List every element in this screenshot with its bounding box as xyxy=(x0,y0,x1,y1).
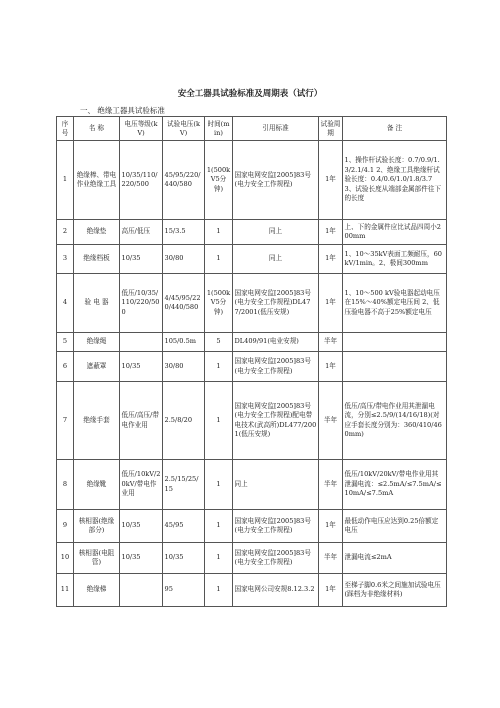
cell-period: 半年 xyxy=(319,333,343,352)
cell-time: 1 xyxy=(205,460,233,510)
cell-level: 10/35 xyxy=(120,510,163,543)
cell-voltage: 4/45/95/220/440/580 xyxy=(163,274,205,333)
cell-note: 泄漏电流≤2mA xyxy=(343,543,447,574)
cell-level xyxy=(120,333,163,352)
header-standard: 引用标准 xyxy=(233,117,319,141)
cell-standard: 同上 xyxy=(233,245,319,274)
cell-standard: 国家电网安监[2005]83号(电力安全工作规程)DL477/2001(低压安规) xyxy=(233,274,319,333)
cell-no: 5 xyxy=(57,333,74,352)
cell-name: 核相器(绝缘部分) xyxy=(74,510,120,543)
cell-standard: 国家电网安监[2005]83号(电力安全工作规程) xyxy=(233,510,319,543)
cell-time: 1(500kV5分钟) xyxy=(205,274,233,333)
cell-note: 低压/高压/带电作业用其泄漏电流，分别≤2.5/9/(14/16/18)(对应手套长度分别为：360/410/460mm) xyxy=(343,382,447,460)
cell-time: 1 xyxy=(205,510,233,543)
cell-period: 半年 xyxy=(319,382,343,460)
table-row xyxy=(57,245,447,274)
cell-level: 10/35/110/220/500 xyxy=(120,141,163,220)
header-voltage: 试验电压(kV) xyxy=(163,117,205,141)
header-level: 电压等级(kV) xyxy=(120,117,163,141)
header-period: 试验周期 xyxy=(319,117,343,141)
cell-time: 1 xyxy=(205,220,233,245)
header-name: 名 称 xyxy=(74,117,120,141)
cell-note: 最低动作电压应达到0.25倍额定电压 xyxy=(343,510,447,543)
cell-note: 1、10～500 kV验电器起动电压在15%～40%额定电压间 2、低压验电器不高于25%额定电压 xyxy=(343,274,447,333)
cell-period: 1年 xyxy=(319,274,343,333)
cell-level xyxy=(120,574,163,607)
table-row xyxy=(57,141,447,220)
cell-period: 1年 xyxy=(319,510,343,543)
cell-standard: 同上 xyxy=(233,460,319,510)
cell-voltage: 2.5/15/25/15 xyxy=(163,460,205,510)
cell-level: 10/35 xyxy=(120,352,163,382)
cell-note: 上、下的金属件应比试品四周小200mm xyxy=(343,220,447,245)
cell-name: 绝缘梯 xyxy=(74,574,120,607)
cell-period: 1年 xyxy=(319,141,343,220)
cell-time: 5 xyxy=(205,333,233,352)
cell-voltage: 30/80 xyxy=(163,352,205,382)
table-row xyxy=(57,510,447,543)
standards-table xyxy=(56,116,447,607)
header-note: 备 注 xyxy=(343,117,447,141)
cell-note xyxy=(343,352,447,382)
header-no: 序号 xyxy=(57,117,74,141)
table-row xyxy=(57,460,447,510)
cell-name: 绝缘棒、带电作业绝缘工具 xyxy=(74,141,120,220)
cell-time: 1 xyxy=(205,543,233,574)
cell-no: 6 xyxy=(57,352,74,382)
cell-no: 10 xyxy=(57,543,74,574)
cell-standard: 国家电网公司安规8.12.3.2 xyxy=(233,574,319,607)
section-heading: 一、 绝缘工器具试验标准 xyxy=(80,106,165,115)
cell-no: 7 xyxy=(57,382,74,460)
cell-note: 至梯子脚0.6米之间施加试验电压(踩档为非绝缘材料) xyxy=(343,574,447,607)
cell-period: 1年 xyxy=(319,352,343,382)
cell-name: 验 电 器 xyxy=(74,274,120,333)
header-row xyxy=(57,117,447,141)
cell-note: 1、操作杆试验长度：0.7/0.9/1.3/2.1/4.1 2、绝缘工具绝缘杆试验长度：0.4/0.6/1.0/1.8/3.7 3、试验长度从端部金属部件往下的长度 xyxy=(343,141,447,220)
cell-name: 核相器(电阻管) xyxy=(74,543,120,574)
cell-name: 遮蔽罩 xyxy=(74,352,120,382)
cell-name: 绝缘垫 xyxy=(74,220,120,245)
table-row xyxy=(57,333,447,352)
cell-no: 11 xyxy=(57,574,74,607)
cell-level: 低压/高压/带电作业用 xyxy=(120,382,163,460)
cell-period: 半年 xyxy=(319,543,343,574)
cell-standard: 国家电网安监[2005]83号(电力安全工作规程) xyxy=(233,352,319,382)
page-title: 安全工器具试验标准及周期表（试行） xyxy=(177,89,323,99)
cell-name: 绝缘绳 xyxy=(74,333,120,352)
table-row xyxy=(57,274,447,333)
cell-voltage: 30/80 xyxy=(163,245,205,274)
cell-level: 10/35 xyxy=(120,245,163,274)
cell-standard: 国家电网安监[2005]83号(电力安全工作规程) xyxy=(233,141,319,220)
table-row xyxy=(57,574,447,607)
cell-note xyxy=(343,333,447,352)
cell-level: 高压/低压 xyxy=(120,220,163,245)
cell-standard: DL409/91(电业安规) xyxy=(233,333,319,352)
cell-standard: 国家电网安监[2005]83号(电力安全工作规程) xyxy=(233,543,319,574)
cell-period: 1年 xyxy=(319,245,343,274)
header-time: 时间(min) xyxy=(205,117,233,141)
cell-no: 2 xyxy=(57,220,74,245)
cell-period: 1年 xyxy=(319,220,343,245)
cell-voltage: 45/95/220/440/580 xyxy=(163,141,205,220)
cell-name: 绝缘手套 xyxy=(74,382,120,460)
table-row xyxy=(57,382,447,460)
cell-name: 绝缘档板 xyxy=(74,245,120,274)
cell-time: 1 xyxy=(205,352,233,382)
cell-voltage: 2.5/8/20 xyxy=(163,382,205,460)
table-row xyxy=(57,543,447,574)
cell-voltage: 105/0.5m xyxy=(163,333,205,352)
cell-level: 10/35 xyxy=(120,543,163,574)
cell-no: 9 xyxy=(57,510,74,543)
table-row xyxy=(57,220,447,245)
cell-no: 1 xyxy=(57,141,74,220)
cell-standard: 同上 xyxy=(233,220,319,245)
cell-period: 1年 xyxy=(319,574,343,607)
cell-level: 低压/10/35/110/220/500 xyxy=(120,274,163,333)
cell-time: 1 xyxy=(205,574,233,607)
cell-voltage: 95 xyxy=(163,574,205,607)
cell-no: 3 xyxy=(57,245,74,274)
table-row xyxy=(57,352,447,382)
cell-voltage: 10/35 xyxy=(163,543,205,574)
cell-name: 绝缘靴 xyxy=(74,460,120,510)
cell-time: 1 xyxy=(205,245,233,274)
cell-note: 1、10～35kV表面工频耐压，60kV/1min。2、极间300mm xyxy=(343,245,447,274)
cell-level: 低压/10kV/20kV/带电作业用 xyxy=(120,460,163,510)
cell-time: 1(500kV5分钟) xyxy=(205,141,233,220)
cell-standard: 国家电网安监[2005]83号(电力安全工作规程)配电带电技术(武高所)DL477/2001(低压安规) xyxy=(233,382,319,460)
cell-no: 4 xyxy=(57,274,74,333)
cell-note: 低压/10kV/20kV/带电作业用其泄漏电流：≤2.5mA/≤7.5mA/≤10mA/≤7.5mA xyxy=(343,460,447,510)
cell-no: 8 xyxy=(57,460,74,510)
cell-time: 1 xyxy=(205,382,233,460)
cell-period: 半年 xyxy=(319,460,343,510)
cell-voltage: 45/95 xyxy=(163,510,205,543)
cell-voltage: 15/3.5 xyxy=(163,220,205,245)
